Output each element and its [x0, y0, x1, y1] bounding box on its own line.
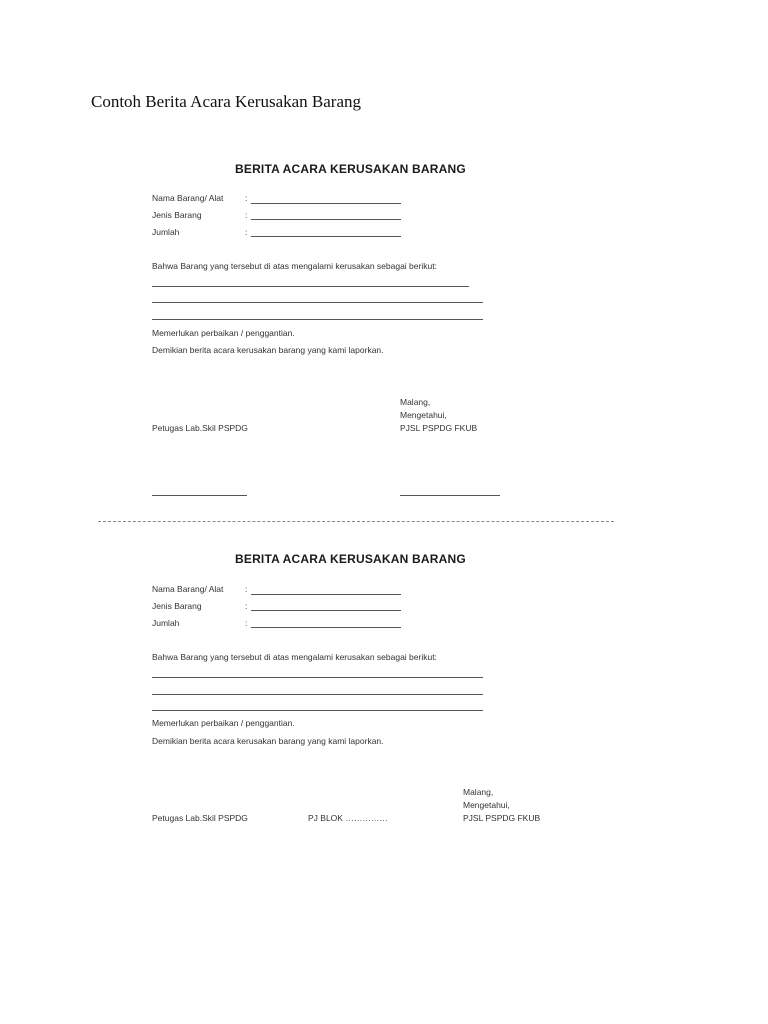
sign-place: Malang,	[400, 397, 431, 407]
field-line-nama-barang[interactable]	[251, 203, 401, 204]
field-line-jumlah[interactable]	[251, 236, 401, 237]
field-line-jenis-barang[interactable]	[251, 610, 401, 611]
field-label-nama-barang: Nama Barang/ Alat	[152, 193, 224, 203]
field-label-jenis-barang: Jenis Barang	[152, 601, 202, 611]
field-separator: :	[245, 584, 248, 594]
sign-left-role: Petugas Lab.Skil PSPDG	[152, 423, 248, 433]
needs-repair-text: Memerlukan perbaikan / penggantian.	[152, 328, 295, 338]
signature-line-left[interactable]	[152, 495, 247, 496]
field-separator: :	[245, 227, 248, 237]
damage-line-3[interactable]	[152, 710, 483, 711]
field-separator: :	[245, 210, 248, 220]
closing-text: Demikian berita acara kerusakan barang yang kami laporkan.	[152, 736, 384, 746]
field-separator: :	[245, 618, 248, 628]
sign-middle-role: PJ BLOK ……………	[308, 813, 388, 823]
damage-line-3[interactable]	[152, 319, 483, 320]
damage-line-1[interactable]	[152, 677, 483, 678]
damage-line-2[interactable]	[152, 694, 483, 695]
sign-left-role: Petugas Lab.Skil PSPDG	[152, 813, 248, 823]
sign-acknowledge: Mengetahui,	[400, 410, 447, 420]
field-label-jumlah: Jumlah	[152, 227, 180, 237]
damage-statement: Bahwa Barang yang tersebut di atas mengalami kerusakan sebagai berikut:	[152, 261, 437, 271]
sign-acknowledge: Mengetahui,	[463, 800, 510, 810]
damage-line-1[interactable]	[152, 286, 469, 287]
sign-right-role: PJSL PSPDG FKUB	[463, 813, 541, 823]
cut-line-divider	[98, 521, 614, 522]
field-line-nama-barang[interactable]	[251, 594, 401, 595]
sign-place: Malang,	[463, 787, 494, 797]
closing-text: Demikian berita acara kerusakan barang yang kami laporkan.	[152, 345, 384, 355]
field-separator: :	[245, 193, 248, 203]
sign-right-role: PJSL PSPDG FKUB	[400, 423, 478, 433]
field-line-jumlah[interactable]	[251, 627, 401, 628]
damage-statement: Bahwa Barang yang tersebut di atas mengalami kerusakan sebagai berikut:	[152, 652, 437, 662]
form-heading: BERITA ACARA KERUSAKAN BARANG	[235, 162, 466, 176]
field-separator: :	[245, 601, 248, 611]
form-heading: BERITA ACARA KERUSAKAN BARANG	[235, 552, 466, 566]
needs-repair-text: Memerlukan perbaikan / penggantian.	[152, 718, 295, 728]
damage-line-2[interactable]	[152, 302, 483, 303]
page-title: Contoh Berita Acara Kerusakan Barang	[91, 92, 362, 111]
field-label-nama-barang: Nama Barang/ Alat	[152, 584, 224, 594]
field-line-jenis-barang[interactable]	[251, 219, 401, 220]
field-label-jenis-barang: Jenis Barang	[152, 210, 202, 220]
field-label-jumlah: Jumlah	[152, 618, 180, 628]
signature-line-right[interactable]	[400, 495, 500, 496]
